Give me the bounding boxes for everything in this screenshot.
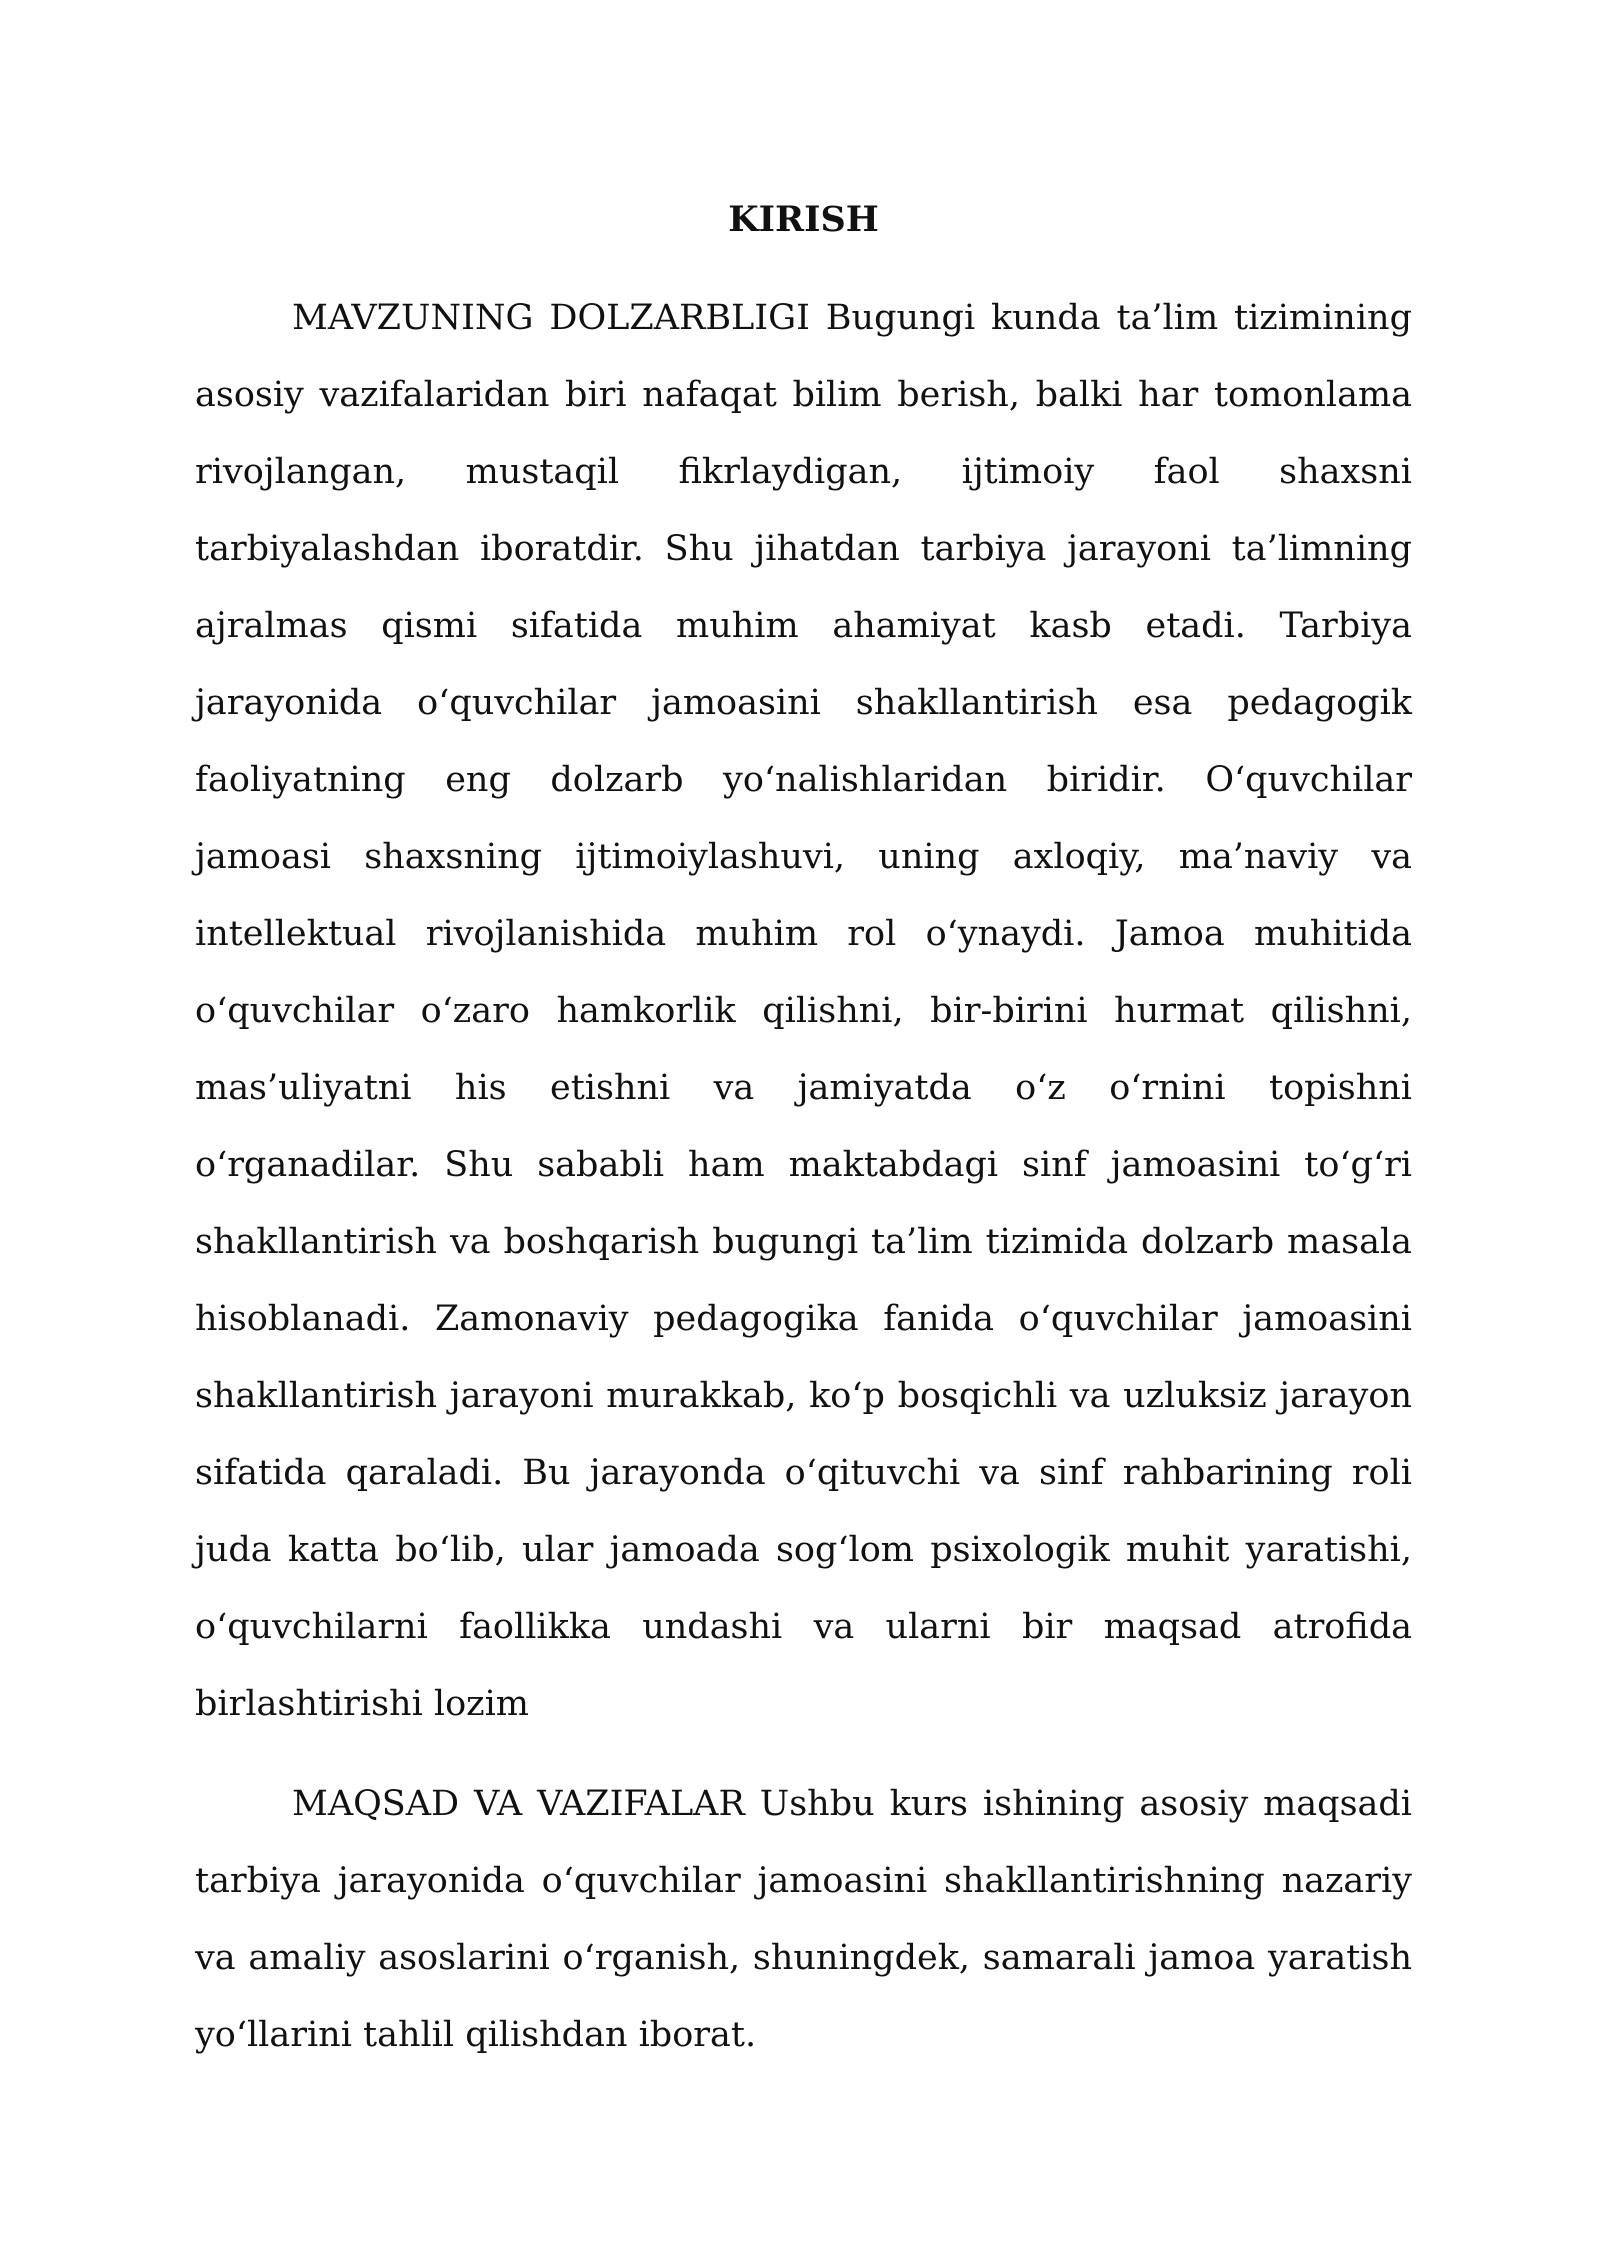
paragraph-relevance: MAVZUNING DOLZARBLIGI Bugungi kunda ta’lim tizimining asosiy vazifalaridan biri nafaqat bilim berish, balki har tomonlama rivojlangan, mustaqil fikrlaydigan, ijtimoiy faol shaxsni tarbiyalashdan iboratdir. Shu jihatdan tarbiya jarayoni ta’limning ajralmas qismi sifatida muhim ahamiyat kasb etadi. Tarbiya jarayonida o‘quvchilar jamoasini shakllantirish esa pedagogik faoliyatning eng dolzarb yo‘nalishlaridan biridir. O‘quvchilar jamoasi shaxsning ijtimoiylashuvi, uning axloqiy, ma’naviy va intellektual rivojlanishida muhim rol o‘ynaydi. Jamoa muhitida o‘quvchilar o‘zaro hamkorlik qilishni, bir-birini hurmat qilishni, mas’uliyatni his etishni va jamiyatda o‘z o‘rnini topishni o‘rganadilar. Shu sababli ham maktabdagi sinf jamoasini to‘g‘ri shakllantirish va boshqarish bugungi ta’lim tizimida dolzarb masala hisoblanadi. Zamonaviy pedagogika fanida o‘quvchilar jamoasini shakllantirish jarayoni murakkab, ko‘p bosqichli va uzluksiz jarayon sifatida qaraladi. Bu jarayonda o‘qituvchi va sinf rahbarining roli juda katta bo‘lib, ular jamoada sog‘lom psixologik muhit yaratishi, o‘quvchilarni faollikka undashi va ularni bir maqsad atrofida birlashtirishi lozim	[195, 298, 1412, 1724]
document-page	[195, 190, 1412, 2074]
paragraph-goals: MAQSAD VA VAZIFALAR Ushbu kurs ishining asosiy maqsadi tarbiya jarayonida o‘quvchilar jamoasini shakllantirishning nazariy va amaliy asoslarini o‘rganish, shuningdek, samarali jamoa yaratish yo‘llarini tahlil qilishdan iborat.	[195, 1784, 1412, 2055]
section-heading: KIRISH	[728, 199, 879, 240]
